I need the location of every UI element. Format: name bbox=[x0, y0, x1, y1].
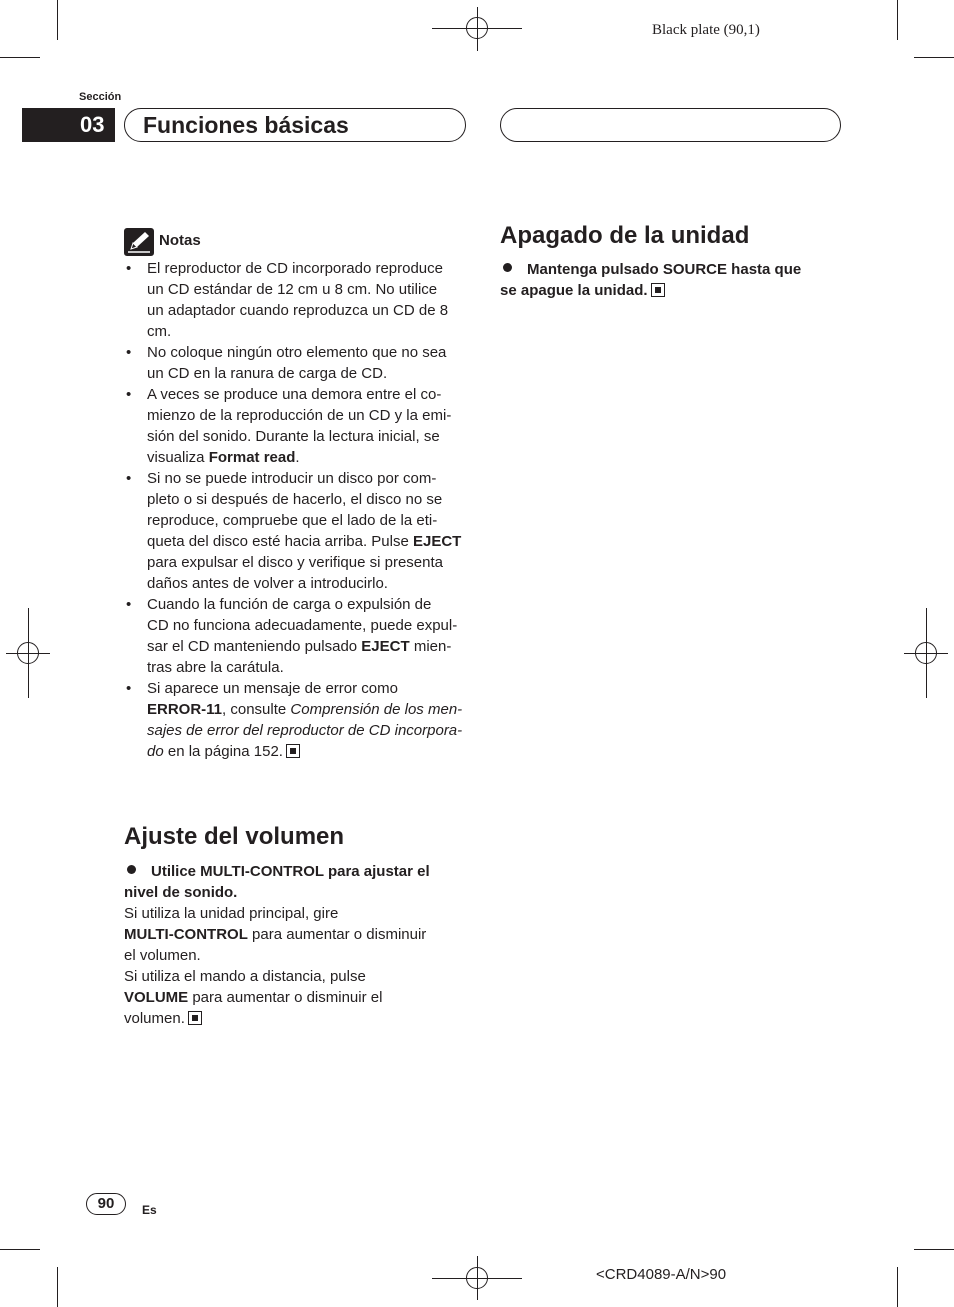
volume-heading: Ajuste del volumen bbox=[124, 823, 345, 850]
text-run: . bbox=[295, 449, 300, 466]
text-run: A veces se produce una demora entre el co- mienzo de la reproducción de un CD y la emi- sión del sonido. Durante la lectura inicial, se visualiza bbox=[147, 386, 452, 466]
section-label: Sección bbox=[79, 91, 122, 103]
bold-text: Format read bbox=[208, 449, 296, 466]
text-run: para aumentar o disminuir el volumen. bbox=[124, 989, 383, 1027]
bold-text: EJECT bbox=[361, 638, 410, 655]
volume-instruction-text: Utilice MULTI-CONTROL para ajustar el nivel de sonido. bbox=[124, 863, 430, 901]
power-off-heading: Apagado de la unidad bbox=[500, 222, 750, 249]
section-title: Funciones básicas bbox=[124, 108, 466, 142]
bullet-icon: • bbox=[126, 344, 132, 361]
bold-text: VOLUME bbox=[124, 989, 189, 1006]
bold-text: EJECT bbox=[413, 533, 462, 550]
text-run: Si aparece un mensaje de error como bbox=[147, 680, 398, 697]
bullet-icon: • bbox=[126, 260, 132, 277]
page-number: 90 bbox=[86, 1193, 126, 1215]
document-code: <CRD4089-A/N>90 bbox=[596, 1266, 727, 1283]
note-item bbox=[124, 594, 469, 678]
notes-title: Notas bbox=[159, 232, 201, 249]
note-item bbox=[124, 678, 469, 762]
text-run: Si no se puede introducir un disco por com- pleto o si después de hacerlo, el disco no se reproduce, compruebe que el lado de la eti- queta del disco esté hacia arriba. Pulse bbox=[147, 470, 443, 550]
text-run: Cuando la función de carga o expulsión de CD no funciona adecuadamente, puede expul- sar el CD manteniendo pulsado bbox=[147, 596, 458, 655]
text-run: No coloque ningún otro elemento que no sea un CD en la ranura de carga de CD. bbox=[147, 344, 447, 382]
text-run: para expulsar el disco y verifique si presenta daños antes de volver a introducirlo. bbox=[147, 554, 443, 592]
bullet-disc-icon bbox=[503, 263, 512, 272]
italic-text: Comprensión de los men- sajes de error del reproductor de CD incorpora- do bbox=[147, 701, 463, 760]
plate-label: Black plate (90,1) bbox=[652, 22, 760, 38]
text-run: para aumentar o disminuir el volumen. Si utiliza el mando a distancia, pulse bbox=[124, 926, 427, 985]
power-off-instruction bbox=[500, 259, 845, 301]
section-number: 03 bbox=[22, 108, 115, 142]
volume-instruction bbox=[124, 861, 469, 903]
power-off-instruction-text: Mantenga pulsado SOURCE hasta que se apague la unidad. bbox=[500, 261, 802, 299]
bullet-icon: • bbox=[126, 386, 132, 403]
bullet-icon: • bbox=[126, 596, 132, 613]
text-run: , consulte bbox=[222, 701, 291, 718]
pencil-icon bbox=[124, 228, 154, 256]
text-run: Si utiliza la unidad principal, gire bbox=[124, 905, 339, 922]
volume-body bbox=[124, 903, 469, 1029]
note-item bbox=[124, 258, 469, 342]
section-title-blank bbox=[500, 108, 841, 142]
end-mark-icon bbox=[188, 1011, 202, 1025]
end-mark-icon bbox=[651, 283, 665, 297]
bold-text: MULTI-CONTROL bbox=[124, 926, 248, 943]
note-item bbox=[124, 384, 469, 468]
text-run: El reproductor de CD incorporado reproduce un CD estándar de 12 cm u 8 cm. No utilice un adaptador cuando reproduzca un CD de 8 cm. bbox=[147, 260, 449, 340]
end-mark-icon bbox=[286, 744, 300, 758]
bullet-icon: • bbox=[126, 680, 132, 697]
text-run: mien- tras abre la carátula. bbox=[147, 638, 452, 676]
bullet-icon: • bbox=[126, 470, 132, 487]
text-run: en la página 152. bbox=[163, 743, 283, 760]
bold-text: ERROR-11 bbox=[147, 701, 223, 718]
language-code: Es bbox=[142, 1203, 157, 1217]
bullet-disc-icon bbox=[127, 865, 136, 874]
note-item bbox=[124, 342, 469, 384]
note-item bbox=[124, 468, 469, 594]
notes-list bbox=[124, 258, 469, 762]
